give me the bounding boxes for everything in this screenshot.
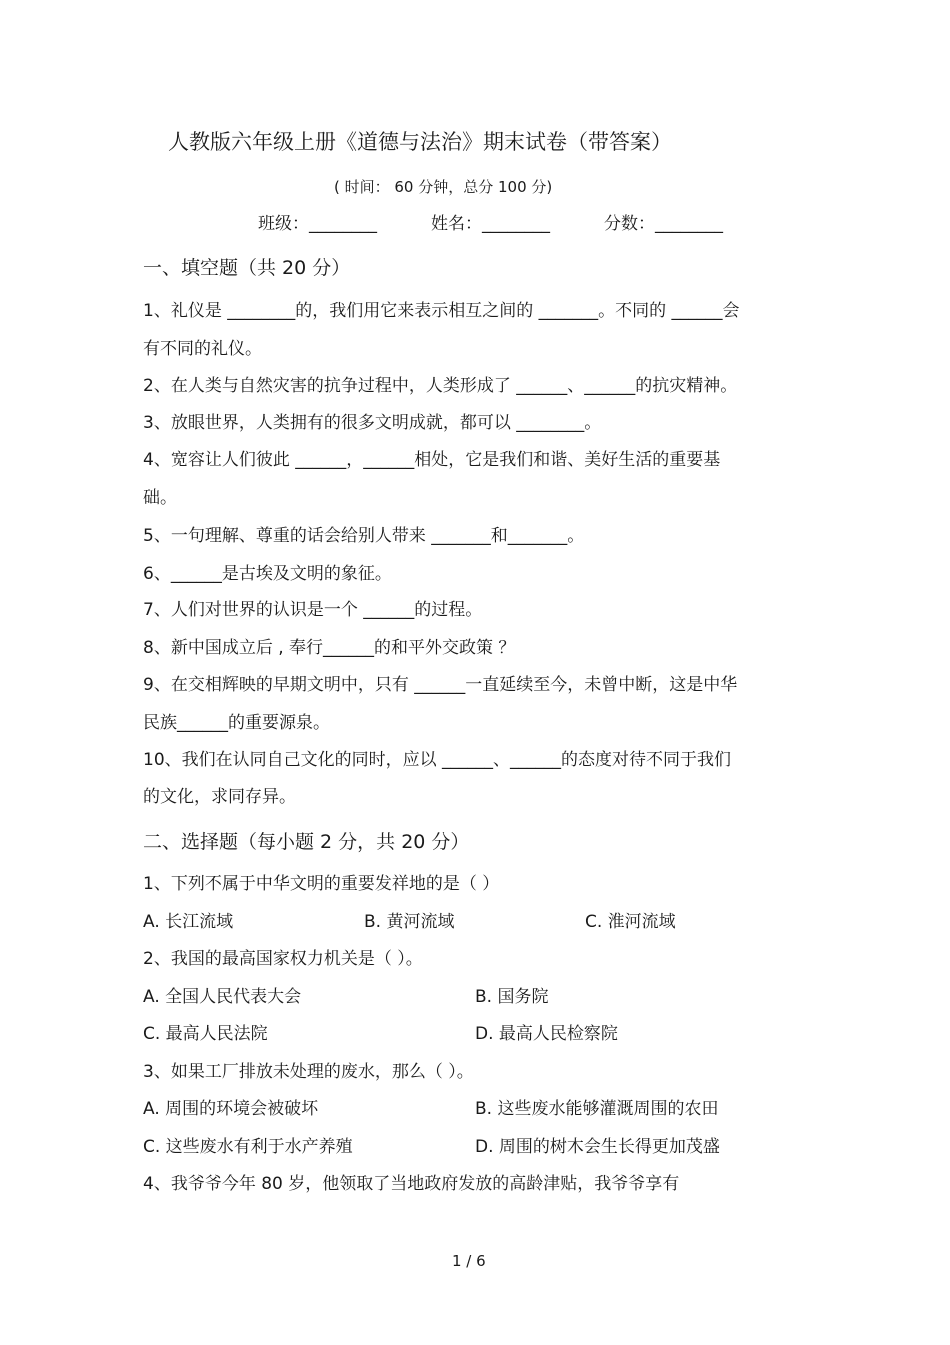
option-b: B. 国务院 xyxy=(475,987,549,1007)
question-line: 4、宽容让人们彼此 ______，______相处，它是我们和谐、美好生活的重要基 xyxy=(143,450,721,470)
question-stem: 3、如果工厂排放未处理的废水，那么（ ）。 xyxy=(143,1062,474,1082)
option-b: B. 这些废水能够灌溉周围的农田 xyxy=(475,1099,719,1119)
option-d: D. 最高人民检察院 xyxy=(475,1024,618,1044)
question-line: 民族______的重要源泉。 xyxy=(143,713,330,733)
name-field-label: 姓名：________ xyxy=(431,214,550,234)
exam-time-info: ( 时间： 60 分钟，总分 100 分) xyxy=(334,178,553,196)
option-a: A. 周围的环境会被破坏 xyxy=(143,1099,319,1119)
question-line: 有不同的礼仪。 xyxy=(143,339,262,359)
option-a: A. 全国人民代表大会 xyxy=(143,987,302,1007)
class-field-label: 班级：________ xyxy=(258,214,377,234)
question-line: 的文化，求同存异。 xyxy=(143,787,296,807)
section-heading-multiple-choice: 二、选择题（每小题 2 分，共 20 分） xyxy=(143,831,470,853)
question-line: 2、在人类与自然灾害的抗争过程中，人类形成了 ______、______的抗灾精神。 xyxy=(143,376,738,396)
question-stem: 1、下列不属于中华文明的重要发祥地的是（ ） xyxy=(143,874,500,894)
question-line: 5、一句理解、尊重的话会给别人带来 _______和_______。 xyxy=(143,526,585,546)
option-b: B. 黄河流域 xyxy=(364,912,455,932)
question-line: 10、我们在认同自己文化的同时，应以 ______、______的态度对待不同于我们 xyxy=(143,750,732,770)
score-field-label: 分数：________ xyxy=(604,214,723,234)
question-stem: 4、我爷爷今年 80 岁，他领取了当地政府发放的高龄津贴，我爷爷享有 xyxy=(143,1174,680,1194)
option-d: D. 周围的树木会生长得更加茂盛 xyxy=(475,1137,720,1157)
question-line: 9、在交相辉映的早期文明中，只有 ______一直延续至今，未曾中断，这是中华 xyxy=(143,675,738,695)
option-a: A. 长江流域 xyxy=(143,912,234,932)
option-c: C. 这些废水有利于水产养殖 xyxy=(143,1137,353,1157)
option-c: C. 最高人民法院 xyxy=(143,1024,268,1044)
question-line: 础。 xyxy=(143,488,177,508)
option-c: C. 淮河流域 xyxy=(585,912,676,932)
page-title: 人教版六年级上册《道德与法治》期末试卷（带答案） xyxy=(168,130,672,154)
question-line: 1、礼仪是 ________的，我们用它来表示相互之间的 _______。不同的 ______会 xyxy=(143,301,740,321)
page-number: 1 / 6 xyxy=(452,1252,486,1270)
question-stem: 2、我国的最高国家权力机关是（ ）。 xyxy=(143,949,423,969)
section-heading-fill-in: 一、填空题（共 20 分） xyxy=(143,257,351,279)
question-line: 3、放眼世界，人类拥有的很多文明成就，都可以 ________。 xyxy=(143,413,602,433)
question-line: 6、______是古埃及文明的象征。 xyxy=(143,564,392,584)
question-line: 7、人们对世界的认识是一个 ______的过程。 xyxy=(143,600,483,620)
question-line: 8、新中国成立后 , 奉行______的和平外交政策 ？ xyxy=(143,638,516,658)
